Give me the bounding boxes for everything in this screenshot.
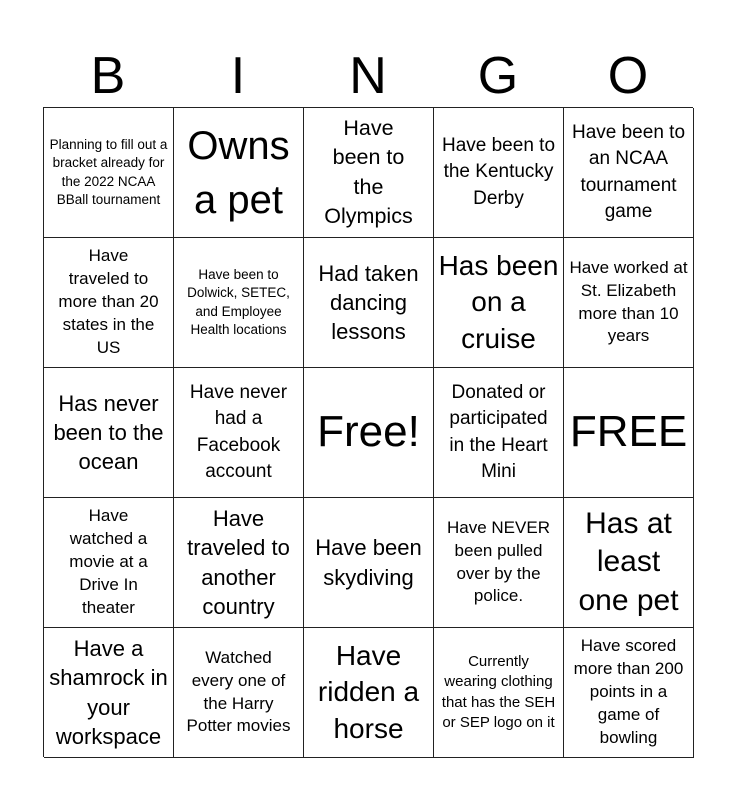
bingo-cell-3-2[interactable] [174,368,304,498]
bingo-cell-3-5[interactable] [564,368,694,498]
cell-text: Have been to Dolwick, SETEC, and Employee Health locations [187,267,290,337]
header-letter-b: B [90,47,126,105]
bingo-cell-2-1[interactable] [44,238,174,368]
cell-text: Have been skydiving [315,535,422,590]
bingo-cell-1-3[interactable] [304,108,434,238]
cell-text: Has been on a cruise [438,249,559,354]
bingo-cell-3-1[interactable] [44,368,174,498]
cell-text: Have never had a Facebook account [189,382,288,482]
free-space: FREE [569,407,688,457]
cell-text: Have watched a movie at a Drive In theater [69,506,148,617]
cell-text: Had taken dancing lessons [318,260,419,345]
bingo-cell-4-3[interactable] [304,498,434,628]
bingo-cell-5-3[interactable] [304,628,434,758]
bingo-cell-5-2[interactable] [174,628,304,758]
bingo-cell-1-4[interactable] [434,108,564,238]
bingo-card-grid [43,107,693,757]
bingo-cell-4-2[interactable] [174,498,304,628]
cell-text: Have been to the Kentucky Derby [441,135,556,209]
cell-text: Donated or participated in the Heart Mini [449,382,548,482]
cell-text: Has never been to the ocean [53,390,164,475]
bingo-cell-5-4[interactable] [434,628,564,758]
bingo-cell-1-2[interactable] [174,108,304,238]
bingo-cell-2-3[interactable] [304,238,434,368]
bingo-cell-1-1[interactable] [44,108,174,238]
cell-text: Have traveled to another country [187,506,290,619]
header-letter-i: I [230,47,246,105]
cell-text: Have ridden a horse [317,639,420,744]
cell-text: Have worked at St. Elizabeth more than 10 years [569,257,688,346]
cell-text: Owns a pet [187,123,290,222]
cell-text: Have traveled to more than 20 states in the US [58,246,159,357]
free-space: Free! [317,407,420,457]
cell-text: Currently wearing clothing that has the SEH or SEP logo on it [441,653,556,731]
bingo-cell-2-4[interactable] [434,238,564,368]
cell-text: Have NEVER been pulled over by the police. [447,517,550,606]
cell-text: Have a shamrock in your workspace [49,636,168,749]
header-letter-o: O [607,47,649,105]
bingo-header [43,46,693,106]
bingo-cell-3-3[interactable] [304,368,434,498]
bingo-cell-2-5[interactable] [564,238,694,368]
bingo-cell-4-1[interactable] [44,498,174,628]
bingo-cell-2-2[interactable] [174,238,304,368]
bingo-cell-4-5[interactable] [564,498,694,628]
bingo-cell-3-4[interactable] [434,368,564,498]
cell-text: Has at least one pet [578,506,679,617]
bingo-cell-5-1[interactable] [44,628,174,758]
bingo-cell-4-4[interactable] [434,498,564,628]
header-letter-n: N [349,47,387,105]
bingo-cell-1-5[interactable] [564,108,694,238]
cell-text: Planning to fill out a bracket already for the 2022 NCAA BBall tournament [49,137,168,207]
cell-text: Have been to the Olympics [324,116,413,228]
cell-text: Watched every one of the Harry Potter movies [186,647,291,736]
cell-text: Have scored more than 200 points in a game of bowling [573,636,684,747]
header-letter-g: G [477,47,519,105]
bingo-cell-5-5[interactable] [564,628,694,758]
cell-text: Have been to an NCAA tournament game [571,122,686,222]
